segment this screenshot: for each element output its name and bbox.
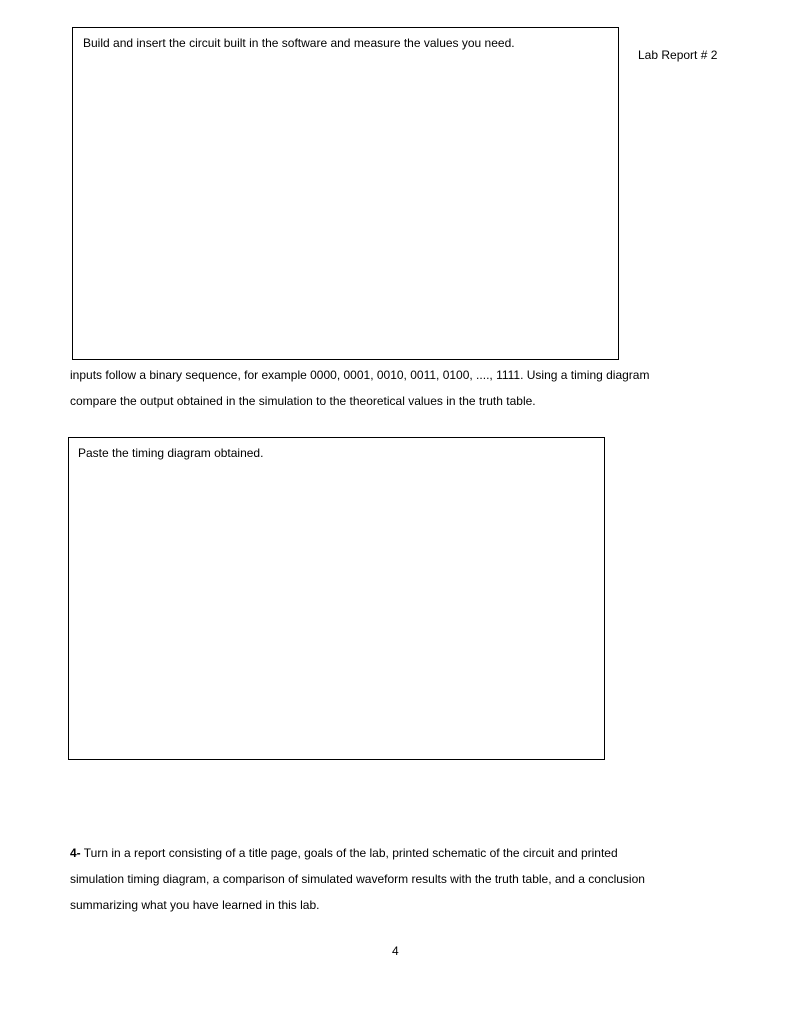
timing-diagram-box: [68, 437, 605, 760]
report-instructions-paragraph: [70, 840, 645, 918]
lab-report-title: Lab Report # 2: [638, 48, 718, 62]
inputs-paragraph-line-1: inputs follow a binary sequence, for example 0000, 0001, 0010, 0011, 0100, ...., 1111. Using a timing diagram: [70, 368, 650, 382]
report-paragraph-line-1-text: Turn in a report consisting of a title page, goals of the lab, printed schematic of the circuit and printed: [80, 846, 618, 860]
inputs-paragraph: [70, 362, 649, 414]
circuit-insert-box: [72, 27, 619, 360]
inputs-paragraph-line-2: compare the output obtained in the simulation to the theoretical values in the truth table.: [70, 394, 536, 408]
page-number: 4: [392, 944, 399, 958]
report-paragraph-line-3: summarizing what you have learned in this lab.: [70, 898, 320, 912]
timing-box-label: Paste the timing diagram obtained.: [78, 446, 264, 460]
circuit-box-label: Build and insert the circuit built in the software and measure the values you need.: [83, 36, 515, 50]
report-paragraph-line-2: simulation timing diagram, a comparison of simulated waveform results with the truth table, and a conclusion: [70, 872, 645, 886]
report-paragraph-line-1: [70, 840, 645, 866]
step-number: 4-: [70, 846, 81, 860]
